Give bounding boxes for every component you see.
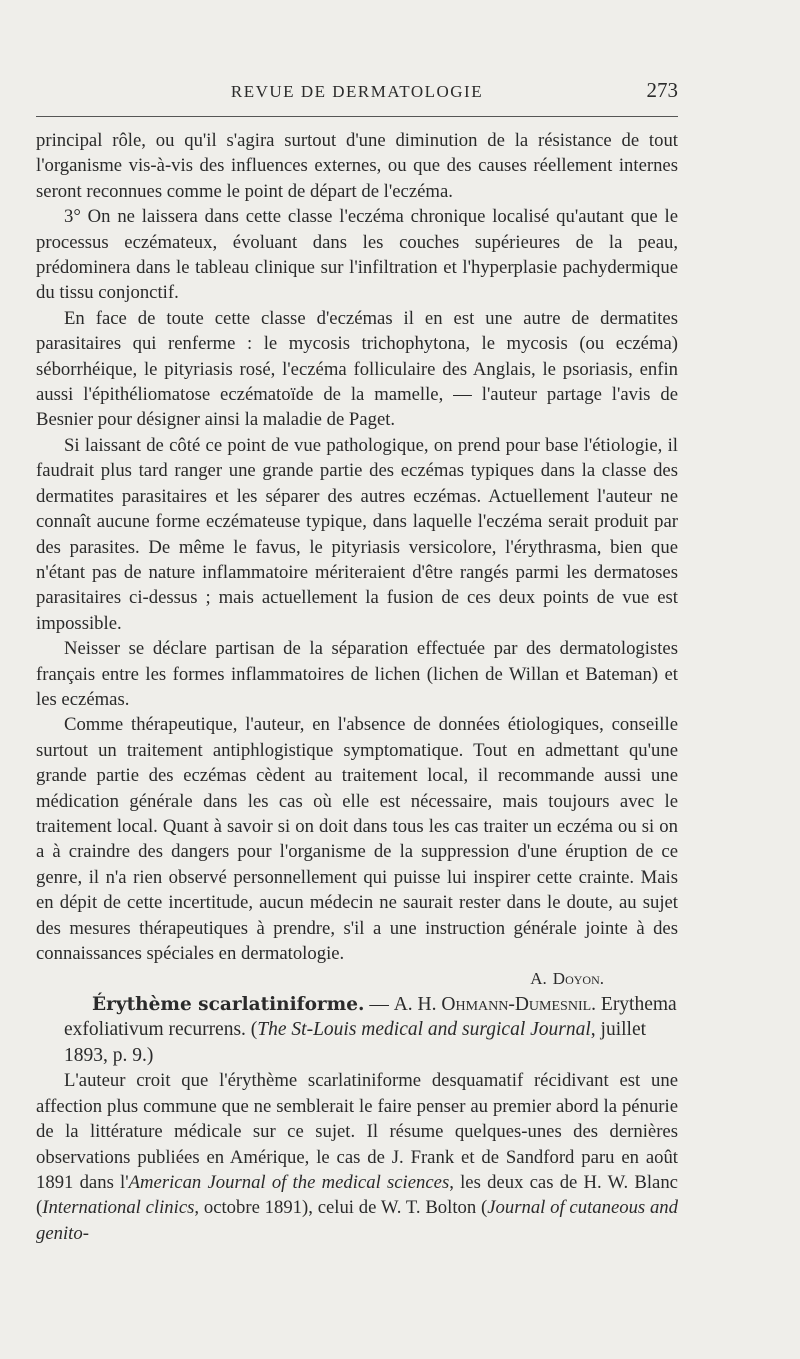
signature-surname: Doyon.: [552, 969, 604, 989]
paragraph-therapeutics: Comme thérapeutique, l'auteur, en l'absence de données étiologiques, conseille surtout un traitement antiphlogistique symptomatique. Tout en admettant qu'une grande partie des eczémas cèdent au traitement local, il recommande aussi une médication générale dans les cas où elle est nécessaire, mais toujours avec le traitement local. Quant à savoir si on doit dans tous les cas traiter un eczéma ou si on a à craindre des dangers pour l'organisme de la suppression d'une éruption de ce genre, il n'a rien observé personnellement qui puisse lui inspirer cette crainte. Mais en dépit de cette incertitude, aucun médecin ne saurait rester dans le doute, au sujet des mesures thérapeutiques à prendre, s'il a une instruction générale jointe à des connaissances spéciales en dermatologie.: [36, 714, 678, 964]
paragraph-parasitic-dermatitis: En face de toute cette classe d'eczémas il en est une autre de dermatites parasitaires qui renferme : le mycosis trichophytona, le mycosis (ou eczéma) séborrhéique, le pityriasis rosé, l'eczéma folliculaire des Anglais, le psoriasis, enfin aussi l'épithéliomatose eczématoïde de la mamelle, — l'auteur partage l'avis de Besnier pour désigner ainsi la maladie de Paget.: [36, 307, 678, 431]
journal-name-1: American Journal of the medical sciences: [128, 1171, 450, 1193]
journal-name-2: International clinics: [42, 1197, 195, 1219]
paragraph-point-3: 3° On ne laissera dans cette classe l'eczéma chronique localisé qu'autant que le processus eczémateux, évoluant dans les couches supérieures de la peau, prédominera dans le tableau clinique sur l'infiltration et l'hyperplasie pachydermique du tissu conjonctif.: [36, 206, 678, 304]
paragraph-continuation: principal rôle, ou qu'il s'agira surtout d'une diminution de la résistance de tout l'organisme vis-à-vis des influences externes, ou que des causes réellement internes seront reconnues comme le point de départ de l'eczéma.: [36, 130, 678, 202]
signature-initial: A.: [530, 969, 547, 989]
article-body: [36, 128, 678, 1246]
reference-heading: [36, 992, 678, 1069]
last-paragraph-part-2: , les deux cas de H. W. Blanc (: [36, 1171, 678, 1219]
last-paragraph-part-1: L'auteur croit que l'érythème scarlatiniforme desquamatif récidivant est une affection plus commune que ne semblerait le faire penser au premier abord la pénurie de la littérature médicale sur ce sujet. Il résume quelques-unes des dernières observations publiées en Amérique, le cas de J. Frank et de Sandford paru en août 1891 dans l': [36, 1070, 678, 1193]
signature: [36, 966, 678, 991]
reference-details: , juillet 1893, p. 9.): [64, 1019, 647, 1066]
reference-dash: —: [364, 993, 394, 1015]
page-number: 273: [646, 78, 678, 102]
paragraph-etiology: Si laissant de côté ce point de vue pathologique, on prend pour base l'étiologie, il faudrait plus tard ranger une grande partie des eczémas typiques dans la classe des dermatites parasitaires et les séparer des autres eczémas. Actuellement l'auteur ne connaît aucune forme eczémateuse typique, dans laquelle l'eczéma serait produit par des parasites. De même le favus, le pityriasis versicolore, l'érythrasma, bien que n'étant pas de nature inflammatoire mériteraient d'être rangés parmi les dermatoses parasitaires ci-dessus ; mais actuellement la fusion de ces deux points de vue est impossible.: [36, 434, 678, 634]
page-header: [36, 76, 678, 108]
last-paragraph-part-3: , octobre 1891), celui de W. T. Bolton (: [194, 1197, 488, 1219]
reference-article: Erythema exfoliativum recurrens. (: [64, 993, 677, 1041]
reference-journal: The St-Louis medical and surgical Journal: [257, 1019, 591, 1041]
reference-author: A. H. Ohmann-Dumesnil.: [393, 993, 597, 1015]
paragraph-neisser: Neisser se déclare partisan de la séparation effectuée par des dermatologistes français entre les formes inflammatoires de lichen (lichen de Willan et Bateman) et les eczémas.: [36, 638, 678, 710]
paragraph-scarlatiniform: [36, 1068, 678, 1246]
header-rule: [36, 116, 678, 117]
journal-name-3: Journal of cutaneous and genito-: [36, 1197, 678, 1244]
reference-title: Érythème scarlatiniforme.: [92, 993, 365, 1015]
running-title: REVUE DE DERMATOLOGIE: [230, 82, 484, 101]
